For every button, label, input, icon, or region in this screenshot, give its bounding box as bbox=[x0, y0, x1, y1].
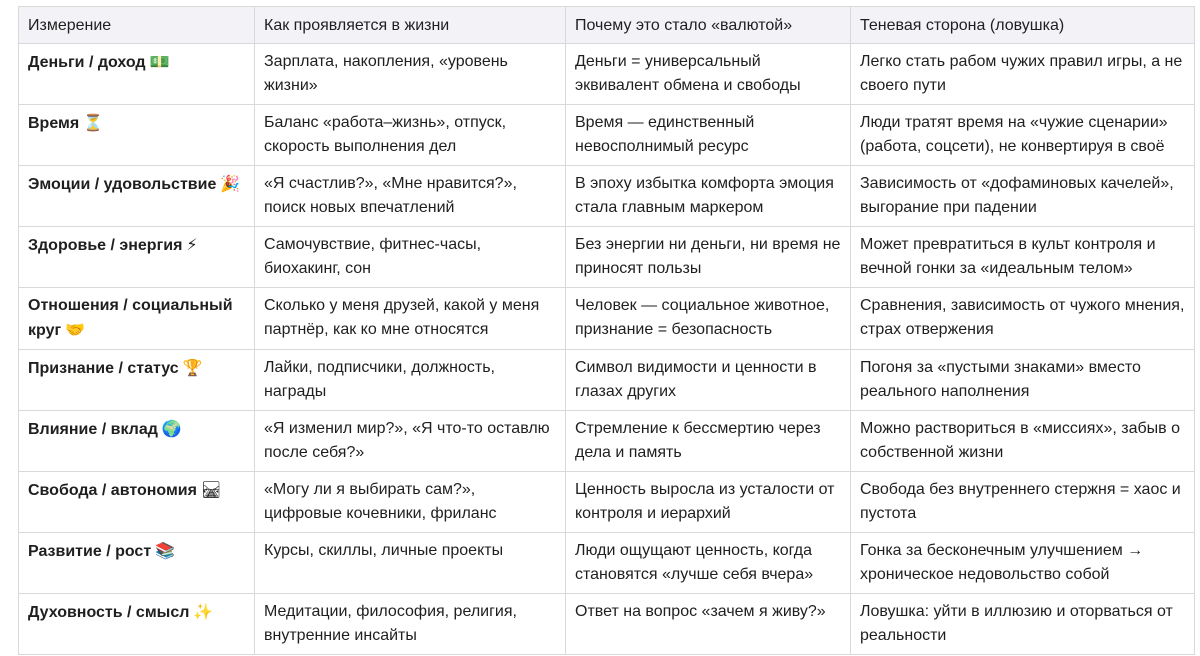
manifestation-cell: Лайки, подписчики, должность, награды bbox=[255, 350, 566, 411]
dimension-label: Влияние / вклад bbox=[28, 421, 158, 438]
why-cell: Время — единственный невосполнимый ресурс bbox=[566, 105, 851, 166]
why-cell: Ценность выросла из усталости от контроля и иерархий bbox=[566, 472, 851, 533]
header-manifestation: Как проявляется в жизни bbox=[255, 7, 566, 44]
manifestation-cell: Баланс «работа–жизнь», отпуск, скорость выполнения дел bbox=[255, 105, 566, 166]
table-row bbox=[19, 288, 1195, 350]
shadow-cell: Свобода без внутреннего стержня = хаос и пустота bbox=[851, 472, 1195, 533]
why-cell: Стремление к бессмертию через дела и память bbox=[566, 411, 851, 472]
shadow-cell: Сравнения, зависимость от чужого мнения, страх отвержения bbox=[851, 288, 1195, 350]
table-body bbox=[19, 44, 1195, 655]
shadow-cell: Может превратиться в культ контроля и вечной гонки за «идеальным телом» bbox=[851, 227, 1195, 288]
manifestation-cell: «Могу ли я выбирать сам?», цифровые кочевники, фриланс bbox=[255, 472, 566, 533]
shadow-cell: Можно раствориться в «миссиях», забыв о собственной жизни bbox=[851, 411, 1195, 472]
shadow-cell: Ловушка: уйти в иллюзию и оторваться от реальности bbox=[851, 594, 1195, 655]
dimension-cell bbox=[19, 350, 255, 411]
why-cell: Деньги = универсальный эквивалент обмена и свободы bbox=[566, 44, 851, 105]
shadow-cell: Люди тратят время на «чужие сценарии» (работа, соцсети), не конвертируя в своё bbox=[851, 105, 1195, 166]
dimension-label: Деньги / доход bbox=[28, 54, 146, 71]
table-row bbox=[19, 411, 1195, 472]
globe-icon: 🌍 bbox=[161, 419, 182, 438]
handshake-icon: 🤝 bbox=[65, 320, 86, 339]
party-popper-icon: 🎉 bbox=[220, 174, 241, 193]
dimension-cell bbox=[19, 594, 255, 655]
why-cell: Символ видимости и ценности в глазах других bbox=[566, 350, 851, 411]
manifestation-cell: Медитации, философия, религия, внутренние инсайты bbox=[255, 594, 566, 655]
dimension-cell bbox=[19, 44, 255, 105]
dimension-label: Эмоции / удовольствие bbox=[28, 176, 217, 193]
header-dimension: Измерение bbox=[19, 7, 255, 44]
manifestation-cell: «Я изменил мир?», «Я что-то оставлю после себя?» bbox=[255, 411, 566, 472]
trophy-icon: 🏆 bbox=[182, 358, 203, 377]
railway-track-icon: 🛤 bbox=[200, 480, 222, 499]
why-cell: Без энергии ни деньги, ни время не приносят пользы bbox=[566, 227, 851, 288]
why-cell: В эпоху избытка комфорта эмоция стала главным маркером bbox=[566, 166, 851, 227]
shadow-cell: Гонка за бесконечным улучшением → хроническое недовольство собой bbox=[851, 533, 1195, 594]
dimension-cell bbox=[19, 411, 255, 472]
manifestation-cell: Курсы, скиллы, личные проекты bbox=[255, 533, 566, 594]
dimension-cell bbox=[19, 166, 255, 227]
shadow-cell: Зависимость от «дофаминовых качелей», выгорание при падении bbox=[851, 166, 1195, 227]
table-row bbox=[19, 472, 1195, 533]
header-row bbox=[19, 7, 1195, 44]
why-cell: Люди ощущают ценность, когда становятся «лучше себя вчера» bbox=[566, 533, 851, 594]
dimension-cell bbox=[19, 227, 255, 288]
dimension-cell bbox=[19, 472, 255, 533]
manifestation-cell: Самочувствие, фитнес-часы, биохакинг, сон bbox=[255, 227, 566, 288]
money-icon: 💵 bbox=[149, 52, 170, 71]
why-cell: Ответ на вопрос «зачем я живу?» bbox=[566, 594, 851, 655]
dimension-cell bbox=[19, 288, 255, 350]
dimension-cell bbox=[19, 105, 255, 166]
why-cell: Человек — социальное животное, признание = безопасность bbox=[566, 288, 851, 350]
table-row bbox=[19, 533, 1195, 594]
lightning-icon: ⚡ bbox=[186, 235, 198, 254]
shadow-cell: Погоня за «пустыми знаками» вместо реального наполнения bbox=[851, 350, 1195, 411]
dimension-label: Здоровье / энергия bbox=[28, 237, 183, 254]
header-why-currency: Почему это стало «валютой» bbox=[566, 7, 851, 44]
table-row bbox=[19, 227, 1195, 288]
dimension-label: Признание / статус bbox=[28, 360, 179, 377]
values-table bbox=[18, 6, 1195, 655]
table-row bbox=[19, 594, 1195, 655]
dimension-label: Развитие / рост bbox=[28, 543, 152, 560]
header-shadow-side: Теневая сторона (ловушка) bbox=[851, 7, 1195, 44]
table-row bbox=[19, 44, 1195, 105]
table-row bbox=[19, 350, 1195, 411]
dimension-label: Духовность / смысл bbox=[28, 604, 190, 621]
dimension-label: Отношения / социальный круг bbox=[28, 297, 233, 339]
values-table-container bbox=[18, 6, 1194, 655]
table-row bbox=[19, 166, 1195, 227]
dimension-label: Свобода / автономия bbox=[28, 482, 197, 499]
hourglass-icon: ⏳ bbox=[83, 113, 104, 132]
manifestation-cell: Зарплата, накопления, «уровень жизни» bbox=[255, 44, 566, 105]
table-row bbox=[19, 105, 1195, 166]
table-header bbox=[19, 7, 1195, 44]
dimension-cell bbox=[19, 533, 255, 594]
dimension-label: Время bbox=[28, 115, 80, 132]
books-icon: 📚 bbox=[155, 541, 176, 560]
manifestation-cell: «Я счастлив?», «Мне нравится?», поиск новых впечатлений bbox=[255, 166, 566, 227]
manifestation-cell: Сколько у меня друзей, какой у меня партнёр, как ко мне относятся bbox=[255, 288, 566, 350]
sparkles-icon: ✨ bbox=[193, 602, 214, 621]
shadow-cell: Легко стать рабом чужих правил игры, а не своего пути bbox=[851, 44, 1195, 105]
